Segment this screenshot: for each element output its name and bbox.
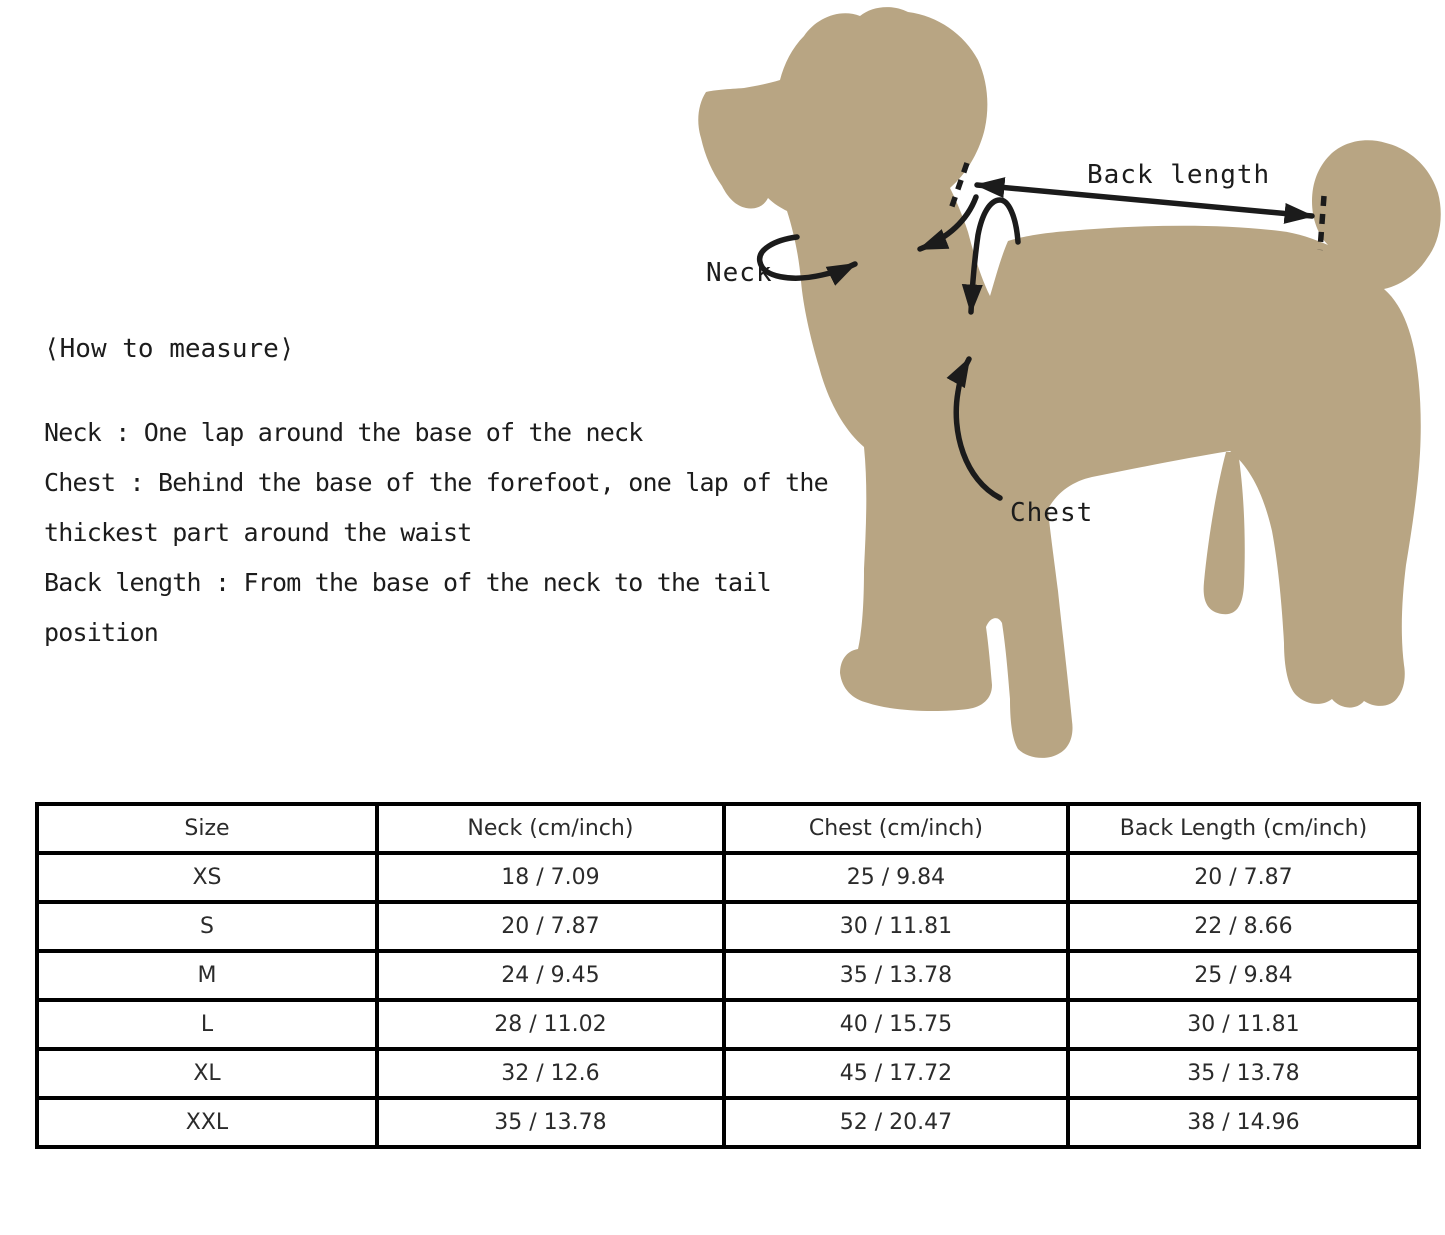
header-neck: Neck (cm/inch) — [377, 804, 724, 853]
neck-cell: 28 / 11.02 — [377, 1000, 724, 1049]
size-table-row — [37, 1098, 1419, 1147]
size-cell: L — [37, 1000, 377, 1049]
back-length-cell: 22 / 8.66 — [1068, 902, 1419, 951]
header-back-length: Back Length (cm/inch) — [1068, 804, 1419, 853]
instruction-line: thickest part around the waist — [44, 518, 472, 547]
instruction-line: Back length : From the base of the neck to the tail — [44, 568, 771, 597]
instruction-line: position — [44, 618, 159, 647]
size-table-row — [37, 853, 1419, 902]
size-cell: XS — [37, 853, 377, 902]
size-table-row — [37, 1000, 1419, 1049]
how-to-measure-text — [44, 408, 854, 658]
chest-cell: 35 / 13.78 — [724, 951, 1068, 1000]
back-length-label: Back length — [1087, 160, 1271, 190]
back-length-cell: 38 / 14.96 — [1068, 1098, 1419, 1147]
size-cell: S — [37, 902, 377, 951]
back-length-cell: 35 / 13.78 — [1068, 1049, 1419, 1098]
size-table-header-row — [37, 804, 1419, 853]
size-table-row — [37, 1049, 1419, 1098]
back-length-cell: 25 / 9.84 — [1068, 951, 1419, 1000]
dog-far-rear-leg — [1204, 452, 1245, 614]
neck-cell: 20 / 7.87 — [377, 902, 724, 951]
size-table — [35, 802, 1421, 1149]
how-to-measure-section — [44, 334, 854, 658]
back-length-cell: 20 / 7.87 — [1068, 853, 1419, 902]
chest-cell: 30 / 11.81 — [724, 902, 1068, 951]
neck-cell: 18 / 7.09 — [377, 853, 724, 902]
instruction-line: Neck : One lap around the base of the neck — [44, 418, 643, 447]
how-to-measure-title: ⟨How to measure⟩ — [44, 334, 295, 364]
size-table-body — [37, 853, 1419, 1147]
size-table-row — [37, 902, 1419, 951]
size-table-row — [37, 951, 1419, 1000]
chest-cell: 45 / 17.72 — [724, 1049, 1068, 1098]
chest-label: Chest — [1010, 498, 1094, 528]
neck-cell: 32 / 12.6 — [377, 1049, 724, 1098]
back-length-cell: 30 / 11.81 — [1068, 1000, 1419, 1049]
header-chest: Chest (cm/inch) — [724, 804, 1068, 853]
neck-cell: 24 / 9.45 — [377, 951, 724, 1000]
neck-label: Neck — [706, 258, 773, 288]
chest-cell: 40 / 15.75 — [724, 1000, 1068, 1049]
size-cell: XXL — [37, 1098, 377, 1147]
size-cell: M — [37, 951, 377, 1000]
header-size: Size — [37, 804, 377, 853]
neck-cell: 35 / 13.78 — [377, 1098, 724, 1147]
chest-cell: 25 / 9.84 — [724, 853, 1068, 902]
chest-cell: 52 / 20.47 — [724, 1098, 1068, 1147]
instruction-line: Chest : Behind the base of the forefoot, one lap of the — [44, 468, 828, 497]
size-cell: XL — [37, 1049, 377, 1098]
